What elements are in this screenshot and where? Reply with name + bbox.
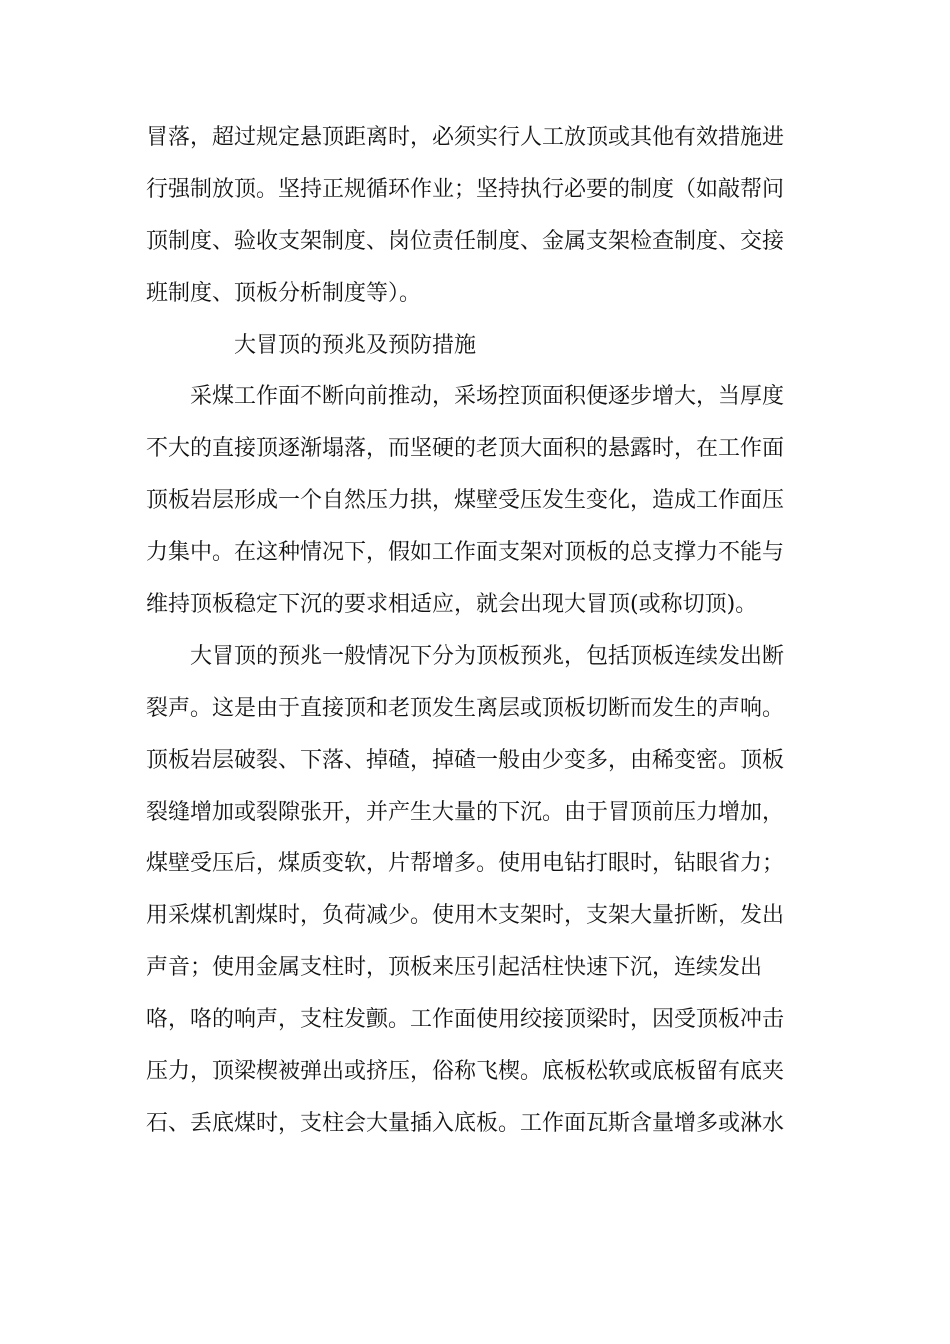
text-line: 石、丢底煤时，支柱会大量插入底板。工作面瓦斯含量增多或淋水 — [146, 1110, 785, 1136]
text-line: 裂缝增加或裂隙张开，并产生大量的下沉。由于冒顶前压力增加， — [146, 799, 785, 825]
text-line: 大冒顶的预兆一般情况下分为顶板预兆，包括顶板连续发出断 — [190, 643, 785, 669]
text-line: 班制度、顶板分析制度等）。 — [146, 280, 422, 306]
text-line: 裂声。这是由于直接顶和老顶发生离层或顶板切断而发生的声响。 — [146, 695, 785, 721]
text-line: 用采煤机割煤时，负荷减少。使用木支架时，支架大量折断，发出 — [146, 903, 785, 929]
text-line: 行强制放顶。坚持正规循环作业；坚持执行必要的制度（如敲帮问 — [146, 176, 785, 202]
text-line: 不大的直接顶逐渐塌落，而坚硬的老顶大面积的悬露时，在工作面 — [146, 436, 785, 462]
section-heading: 大冒顶的预兆及预防措施 — [234, 332, 477, 358]
text-line: 顶制度、验收支架制度、岗位责任制度、金属支架检查制度、交接 — [146, 228, 785, 254]
text-line: 力集中。在这种情况下，假如工作面支架对顶板的总支撑力不能与 — [146, 540, 785, 566]
text-line: 顶板岩层形成一个自然压力拱，煤壁受压发生变化，造成工作面压 — [146, 488, 785, 514]
body-text — [146, 112, 796, 1150]
text-line: 采煤工作面不断向前推动，采场控顶面积便逐步增大，当厚度 — [190, 384, 785, 410]
text-line: 声音；使用金属支柱时，顶板来压引起活柱快速下沉，连续发出 — [146, 955, 763, 981]
text-line: 咯，咯的响声，支柱发颤。工作面使用绞接顶梁时，因受顶板冲击 — [146, 1007, 785, 1033]
text-line: 维持顶板稳定下沉的要求相适应，就会出现大冒顶(或称切顶)。 — [146, 592, 758, 618]
text-line: 顶板岩层破裂、下落、掉碴，掉碴一般由少变多，由稀变密。顶板 — [146, 747, 785, 773]
text-line: 煤壁受压后，煤质变软，片帮增多。使用电钻打眼时，钻眼省力； — [146, 851, 785, 877]
text-line: 压力，顶梁楔被弹出或挤压，俗称飞楔。底板松软或底板留有底夹 — [146, 1059, 785, 1085]
text-line: 冒落，超过规定悬顶距离时，必须实行人工放顶或其他有效措施进 — [146, 125, 785, 150]
